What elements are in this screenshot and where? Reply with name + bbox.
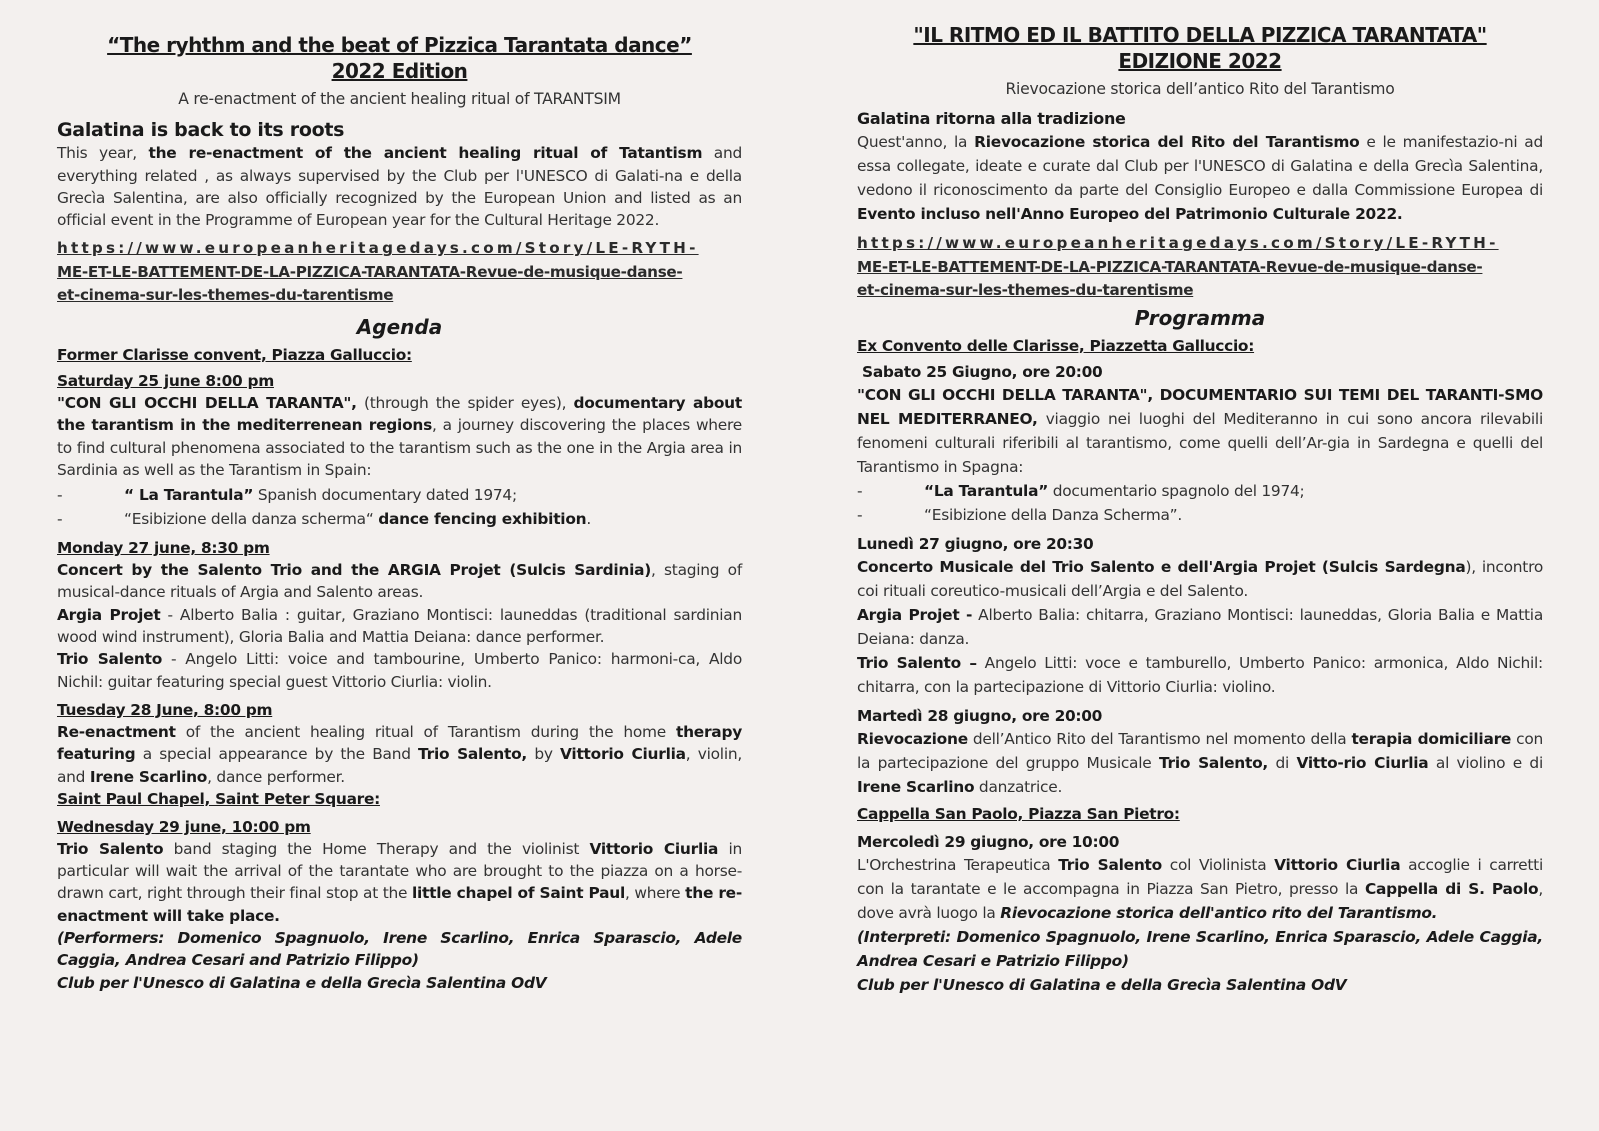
italian-edition: EDIZIONE 2022 — [1118, 49, 1282, 73]
italian-saturday-date: Sabato 25 Giugno, ore 20:00 — [857, 362, 1103, 381]
english-agenda-heading: Agenda — [356, 314, 443, 339]
italian-intro: Quest'anno, la Rievocazione storica del Rito del Tarantismo e le manifestazio-ni ad essa collegate, ideate e curate dal Club per l'UNESCO di Galatina e della Grecìa Salentina, vedono il riconoscimento da parte del Consiglio Europeo e dalla Commissione Europea di Evento incluso nell'Anno Europeo del Patrimonio Culturale 2022. — [857, 133, 1543, 224]
english-tuesday-date: Tuesday 28 June, 8:00 pm — [57, 700, 273, 719]
italian-subtitle: Rievocazione storica dell’antico Rito del Tarantismo — [1005, 80, 1395, 98]
english-heading: Galatina is back to its roots — [57, 119, 345, 142]
list-item: - “Esibizione della Danza Scherma”. — [857, 505, 1183, 524]
english-intro: This year, the re-enactment of the ancient healing ritual of Tatantism and everything related , as always supervised by the Club per l'UNESCO di Galati-na e della Grecìa Salentina, are also officially recognized by the European Union and listed as an official event in the Programme of European year for the Cultural Heritage 2022. — [57, 144, 742, 230]
english-saturday-text: "CON GLI OCCHI DELLA TARANTA", (through the spider eyes), documentary about the tarantism in the mediterrenean regions, a journey discovering the places where to find cultural phenomena associated to the tarantism such as the one in the Argia area in Sardinia as well as the Tarantism in Spain: — [57, 393, 742, 479]
english-column — [57, 0, 742, 994]
english-location-convent: Former Clarisse convent, Piazza Galluccio: — [57, 345, 412, 364]
english-subtitle: A re-enactment of the ancient healing ritual of TARANTSIM — [178, 90, 621, 108]
italian-wednesday-date: Mercoledì 29 giugno, ore 10:00 — [857, 832, 1120, 851]
english-wednesday-date: Wednesday 29 june, 10:00 pm — [57, 817, 311, 836]
italian-location-convent: Ex Convento delle Clarisse, Piazzetta Galluccio: — [857, 336, 1255, 355]
english-wednesday-text: Trio Salento band staging the Home Therapy and the violinist Vittorio Ciurlia in particular will wait the arrival of the tarantate who are brought to the piazza on a horse-drawn cart, right through their final stop at the little chapel of Saint Paul, where the re-enactment will take place. — [57, 839, 742, 925]
english-edition: 2022 Edition — [331, 59, 468, 83]
italian-monday-date: Lunedì 27 giugno, ore 20:30 — [857, 534, 1094, 553]
list-item: - “ La Tarantula” Spanish documentary dated 1974; — [57, 486, 517, 505]
english-performers: (Performers: Domenico Spagnuolo, Irene Scarlino, Enrica Sparascio, Adele Caggia, Andrea Cesari and Patrizio Filippo) — [57, 929, 742, 970]
english-saturday-date: Saturday 25 june 8:00 pm — [57, 371, 274, 390]
italian-event-link[interactable]: https://www.europeanheritagedays.com/Story/LE-RYTH- ME-ET-LE-BATTEMENT-DE-LA-PIZZICA-TARANTATA-Revue-de-musique-danse- et-cinema-sur-les-themes-du-tarentisme — [857, 234, 1499, 300]
italian-title: "IL RITMO ED IL BATTITO DELLA PIZZICA TARANTATA" — [913, 23, 1487, 47]
italian-tuesday-date: Martedì 28 giugno, ore 20:00 — [857, 706, 1103, 725]
list-item: - “La Tarantula” documentario spagnolo del 1974; — [857, 481, 1305, 500]
italian-saturday-text: "CON GLI OCCHI DELLA TARANTA", DOCUMENTARIO SUI TEMI DEL TARANTI-SMO NEL MEDITERRANEO, viaggio nei luoghi del Mediteranno in cui sono ancora rilevabili fenomeni culturali riferibili al tarantismo, come quelli dell’Ar-gia in Sardegna e quelli del Tarantismo in Spagna: — [857, 385, 1543, 476]
italian-wednesday-text: L'Orchestrina Terapeutica Trio Salento col Violinista Vittorio Ciurlia accoglie i carretti con la tarantate e le accompagna in Piazza San Pietro, presso la Cappella di S. Paolo, dove avrà luogo la Rievocazione storica dell'antico rito del Tarantismo. — [857, 855, 1544, 922]
english-monday-date: Monday 27 june, 8:30 pm — [57, 539, 270, 558]
english-title: “The ryhthm and the beat of Pizzica Tarantata dance” — [107, 33, 692, 57]
italian-club-signature: Club per l'Unesco di Galatina e della Grecìa Salentina OdV — [857, 975, 1347, 994]
italian-performers: (Interpreti: Domenico Spagnuolo, Irene Scarlino, Enrica Sparascio, Adele Caggia, Andrea Cesari e Patrizio Filippo) — [857, 927, 1543, 970]
english-event-link[interactable]: https://www.europeanheritagedays.com/Story/LE-RYTH- ME-ET-LE-BATTEMENT-DE-LA-PIZZICA-TARANTATA-Revue-de-musique-danse- et-cinema-sur-les-themes-du-tarentisme — [57, 239, 699, 305]
italian-tuesday-text: Rievocazione dell’Antico Rito del Tarantismo nel momento della terapia domiciliare con la partecipazione del gruppo Musicale Trio Salento, di Vitto-rio Ciurlia al violino e di Irene Scarlino danzatrice. — [857, 729, 1543, 796]
italian-programma-heading: Programma — [1134, 305, 1266, 330]
italian-column — [857, 0, 1543, 997]
italian-heading: Galatina ritorna alla tradizione — [857, 109, 1126, 129]
english-location-chapel: Saint Paul Chapel, Saint Peter Square: — [57, 789, 380, 808]
english-tuesday-text: Re-enactment of the ancient healing ritual of Tarantism during the home therapy featuring a special appearance by the Band Trio Salento, by Vittorio Ciurlia, violin, and Irene Scarlino, dance performer. — [57, 722, 742, 786]
italian-location-chapel: Cappella San Paolo, Piazza San Pietro: — [857, 804, 1180, 823]
english-club-signature: Club per l'Unesco di Galatina e della Grecìa Salentina OdV — [57, 973, 547, 992]
italian-monday-text: Concerto Musicale del Trio Salento e dell'Argia Projet (Sulcis Sardegna), incontro coi rituali coreutico-musicali dell’Argia e del Salento. Argia Projet - Alberto Balia: chitarra, Graziano Montisci: launeddas, Gloria Balia e Mattia Deiana: danza. Trio Salento – Angelo Litti: voce e tamburello, Umberto Panico: armonica, Aldo Nichil: chitarra, con la partecipazione di Vittorio Ciurlia: violino. — [857, 557, 1543, 696]
list-item: - “Esibizione della danza scherma“ dance fencing exhibition. — [57, 510, 592, 529]
english-monday-text: Concert by the Salento Trio and the ARGIA Projet (Sulcis Sardinia), staging of musical-dance rituals of Argia and Salento areas. Argia Projet - Alberto Balia : guitar, Graziano Montisci: launeddas (traditional sardinian wood wind instrument), Gloria Balia and Mattia Deiana: dance performer. Trio Salento - Angelo Litti: voice and tambourine, Umberto Panico: harmoni-ca, Aldo Nichil: guitar featuring special guest Vittorio Ciurlia: violin. — [57, 561, 742, 691]
